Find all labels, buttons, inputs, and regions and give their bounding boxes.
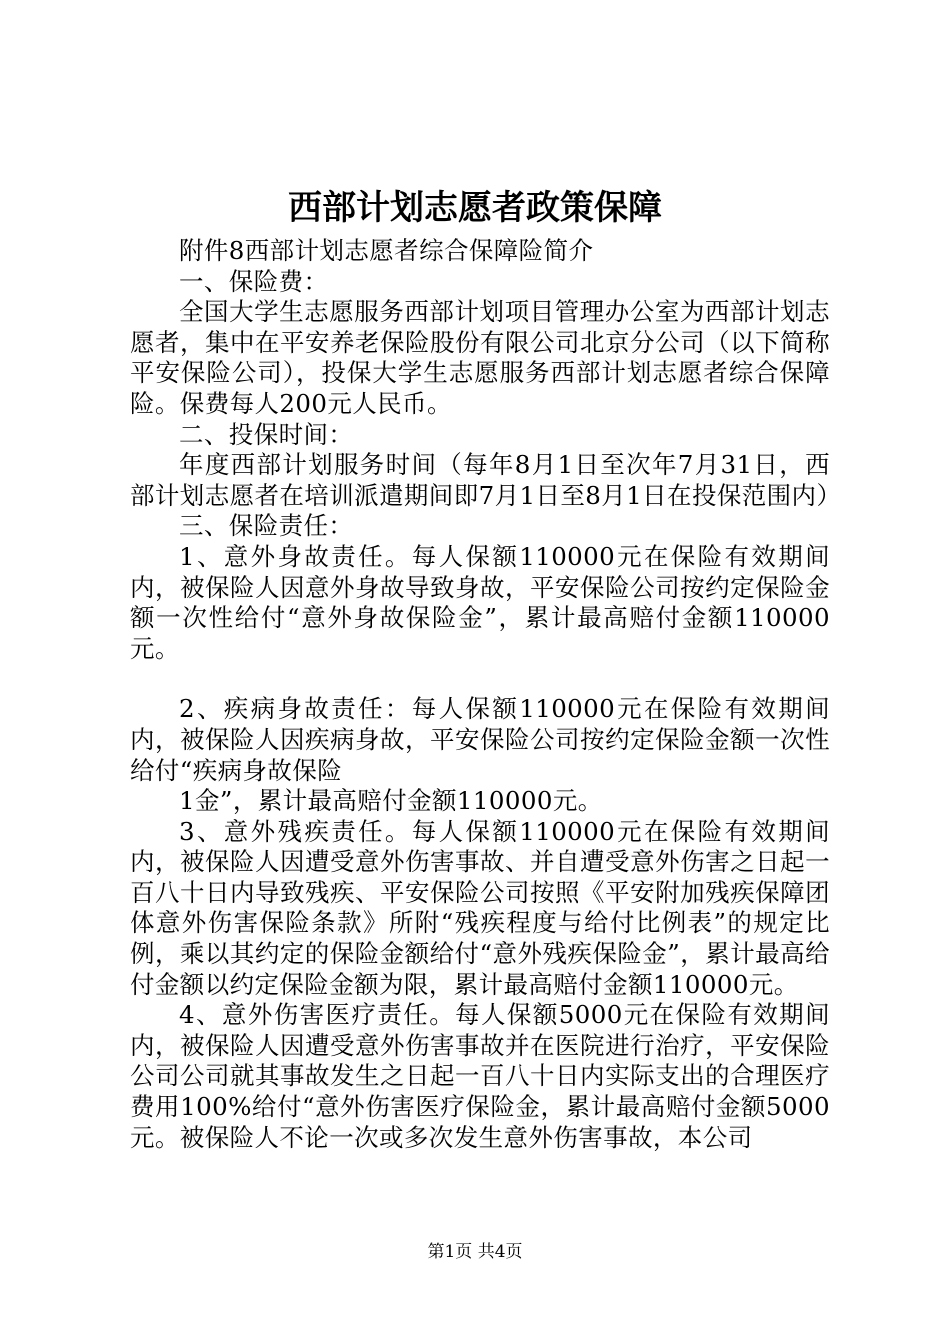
paragraph-premium-detail: 全国大学生志愿服务西部计划项目管理办公室为西部计划志愿者，集中在平安养老保险股份有限公司北京分公司（以下简称平安保险公司），投保大学生志愿服务西部计划志愿者综合保障险。保费每人200元人民币。 <box>130 297 830 418</box>
paragraph-disease-death: 2、疾病身故责任：每人保额110000元在保险有效期间内，被保险人因疾病身故，平安保险公司按约定保险金额一次性给付“疾病身故保险 <box>130 694 830 785</box>
paragraph-disease-death-continued: 1金”，累计最高赔付金额110000元。 <box>179 786 603 816</box>
paragraph-accidental-death: 1、意外身故责任。每人保额110000元在保险有效期间内，被保险人因意外身故导致身故，平安保险公司按约定保险金额一次性给付“意外身故保险金”，累计最高赔付金额110000元。 <box>130 541 830 663</box>
paragraph-section-liability: 三、保险责任： <box>179 511 354 541</box>
paragraph-accidental-disability: 3、意外残疾责任。每人保额110000元在保险有效期间内，被保险人因遭受意外伤害事故、并自遭受意外伤害之日起一百八十日内导致残疾、平安保险公司按照《平安附加残疾保障团体意外伤害保险条款》所附“残疾程度与给付比例表”的规定比例，乘以其约定的保险金额给付“意外残疾保险金”，累计最高给付金额以约定保险金额为限，累计最高赔付金额110000元。 <box>130 816 830 999</box>
document-body <box>130 236 842 1153</box>
page-footer: 第1页 共4页 <box>427 1242 523 1262</box>
paragraph-attachment-heading: 附件8西部计划志愿者综合保障险简介 <box>179 236 594 265</box>
paragraph-section-premium: 一、保险费： <box>179 266 329 296</box>
paragraph-period-detail: 年度西部计划服务时间（每年8月1日至次年7月31日，西部计划志愿者在培训派遣期间即7月1日至8月1日在投保范围内） <box>130 450 842 510</box>
paragraph-accident-medical: 4、意外伤害医疗责任。每人保额5000元在保险有效期间内，被保险人因遭受意外伤害事故并在医院进行治疗，平安保险公司公司就其事故发生之日起一百八十日内实际支出的合理医疗费用100%给付“意外伤害医疗保险金，累计最高赔付金额5000元。被保险人不论一次或多次发生意外伤害事故，本公司 <box>130 1000 830 1152</box>
document-title: 西部计划志愿者政策保障 <box>288 188 662 228</box>
paragraph-section-period: 二、投保时间： <box>179 419 354 449</box>
